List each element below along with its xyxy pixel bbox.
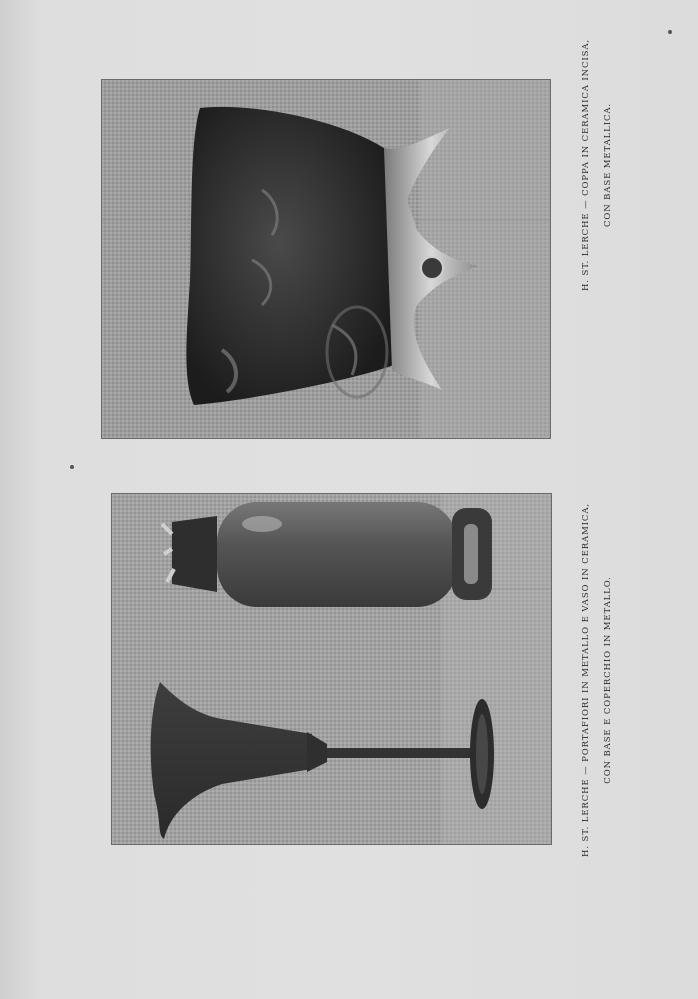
metal-lid [172,516,217,592]
caption-vases [575,500,619,860]
paper-speck [668,30,672,34]
bowl-body [186,107,394,405]
caption-bowl [575,15,619,315]
bowl-photo [102,80,550,438]
vases-photo [112,494,551,844]
caption-vases-line2: CON BASE E COPERCHIO IN METALLO. [603,576,613,784]
paper-speck [70,465,74,469]
caption-bowl-line1: H. ST. LERCHE — COPPA IN CERAMICA INCISA, [581,38,591,292]
caption-bowl-line2: CON BASE METALLICA. [603,102,613,228]
photo-plate-vases [111,493,552,845]
caption-vases-line1: H. ST. LERCHE — PORTAFIORI IN METALLO E VASO IN CERAMICA, [581,503,591,857]
photo-plate-bowl [101,79,551,439]
